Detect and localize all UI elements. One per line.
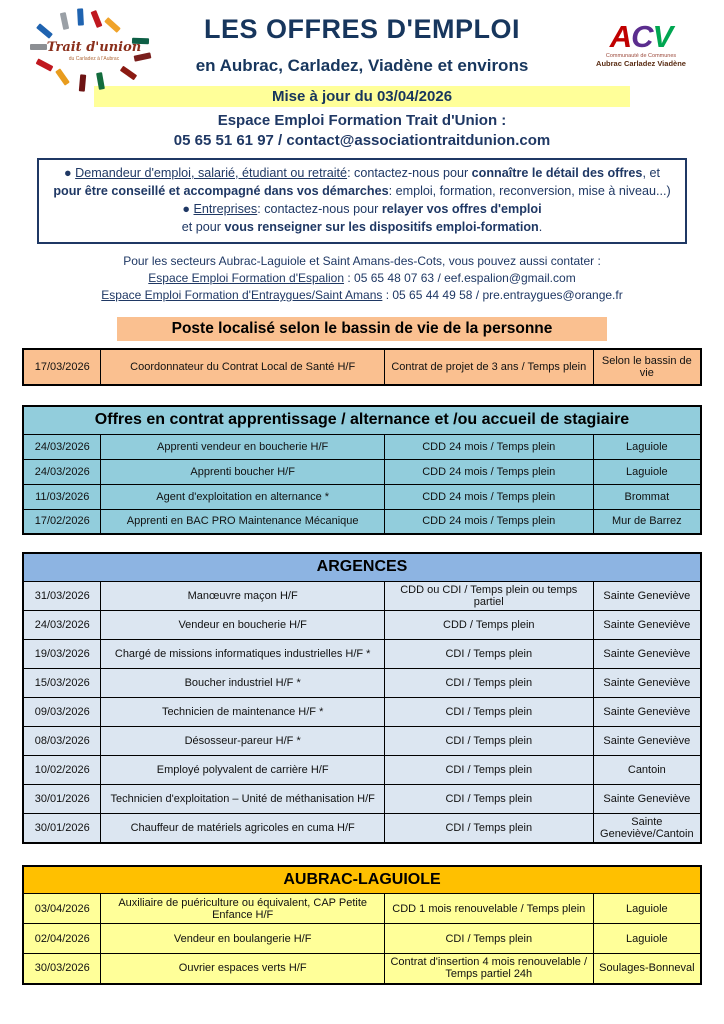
table-row [23,509,701,534]
cell-contract: CDI / Temps plein [384,755,593,784]
table-row [23,581,701,610]
table-aubrac-laguiole [22,865,702,985]
other-sectors-note [0,253,724,304]
info-box-paragraph-3: et pour vous renseigner sur les dispositifs emploi-formation. [181,220,543,234]
cell-job-title: Apprenti vendeur en boucherie H/F [101,434,384,459]
info-audience-1: Demandeur d'emploi, salarié, étudiant ou retraité [75,166,348,180]
cell-location: Laguiole [593,894,701,924]
cell-location: Sainte Geneviève [593,668,701,697]
cell-location: Sainte Geneviève [593,726,701,755]
table-row [23,610,701,639]
cell-job-title: Agent d'exploitation en alternance * [101,484,384,509]
cell-job-title: Chauffeur de matériels agricoles en cuma H/F [101,813,384,843]
cell-contract: CDI / Temps plein [384,726,593,755]
update-date-banner: Mise à jour du 03/04/2026 [94,86,630,107]
cell-contract: CDI / Temps plein [384,668,593,697]
table-row [23,459,701,484]
table-row [23,484,701,509]
cell-contract: CDI / Temps plein [384,924,593,954]
cell-contract: CDD 24 mois / Temps plein [384,484,593,509]
cell-contract: CDD 24 mois / Temps plein [384,509,593,534]
cell-location: Sainte Geneviève [593,784,701,813]
table-poste-localise [22,348,702,386]
cell-job-title: Apprenti en BAC PRO Maintenance Mécanique [101,509,384,534]
info-box-paragraph-1: ● Demandeur d'emploi, salarié, étudiant ou retraité: contactez-nous pour connaître le détail des offres, et pour être conseillé et accompagné dans vos démarches: emploi, formation, reconversion, mise à niveau...) [53,166,671,198]
cell-job-title: Ouvrier espaces verts H/F [101,954,384,984]
cell-job-title: Désosseur-pareur H/F * [101,726,384,755]
cell-date: 19/03/2026 [23,639,101,668]
table-row [23,349,701,385]
cell-job-title: Vendeur en boulangerie H/F [101,924,384,954]
cell-contract: Contrat de projet de 3 ans / Temps plein [384,349,593,385]
cell-job-title: Employé polyvalent de carrière H/F [101,755,384,784]
table-header-aubrac-laguiole: AUBRAC-LAGUIOLE [23,866,701,894]
cell-job-title: Chargé de missions informatiques industrielles H/F * [101,639,384,668]
table-row [23,697,701,726]
cell-location: Sainte Geneviève [593,581,701,610]
info-box-paragraph-2: ● Entreprises: contactez-nous pour relayer vos offres d'emploi [182,202,542,216]
cell-date: 15/03/2026 [23,668,101,697]
contact-name: Espace Emploi Formation Trait d'Union : [217,112,507,129]
info-box [37,158,687,244]
cell-date: 11/03/2026 [23,484,101,509]
page-title: LES OFFRES D'EMPLOI [204,14,520,44]
cell-location: Mur de Barrez [593,509,701,534]
table-apprentissage [22,405,702,535]
contact-phone-email: 05 65 51 61 97 / contact@associationtraitdunion.com [173,132,551,149]
cell-job-title: Technicien de maintenance H/F * [101,697,384,726]
acv-logo [582,19,700,68]
cell-contract: CDD / Temps plein [384,610,593,639]
cell-date: 03/04/2026 [23,894,101,924]
cell-date: 09/03/2026 [23,697,101,726]
cell-date: 17/03/2026 [23,349,101,385]
cell-date: 24/03/2026 [23,434,101,459]
acv-logo-line1: Communauté de Communes [605,53,677,59]
table-row [23,924,701,954]
trait-dunion-logo [28,14,160,96]
cell-date: 17/02/2026 [23,509,101,534]
cell-job-title: Apprenti boucher H/F [101,459,384,484]
table-argences [22,552,702,844]
cell-contract: CDD 24 mois / Temps plein [384,459,593,484]
cell-location: Selon le bassin de vie [593,349,701,385]
cell-location: Soulages-Bonneval [593,954,701,984]
cell-contract: CDI / Temps plein [384,813,593,843]
entraygues-office-name: Espace Emploi Formation d'Entraygues/Saint Amans [101,288,383,302]
table-row [23,434,701,459]
cell-job-title: Manœuvre maçon H/F [101,581,384,610]
cell-contract: CDI / Temps plein [384,697,593,726]
cell-location: Sainte Geneviève [593,639,701,668]
table-row [23,639,701,668]
table-header-apprentissage: Offres en contrat apprentissage / alternance et /ou accueil de stagiaire [23,406,701,434]
cell-date: 08/03/2026 [23,726,101,755]
header [0,0,724,149]
cell-location: Sainte Geneviève [593,697,701,726]
cell-contract: CDD 1 mois renouvelable / Temps plein [384,894,593,924]
table-row [23,726,701,755]
table-header-argences: ARGENCES [23,553,701,581]
table-row [23,813,701,843]
cell-date: 30/01/2026 [23,784,101,813]
trait-dunion-logo-subtext: du Carladez à l'Aubrac [68,56,120,62]
cell-contract: CDD ou CDI / Temps plein ou temps partiel [384,581,593,610]
acv-logo-letters: ACV [609,19,673,54]
cell-job-title: Coordonnateur du Contrat Local de Santé H/F [101,349,384,385]
section-banner-poste-localise: Poste localisé selon le bassin de vie de la personne [117,317,607,341]
info-audience-2: Entreprises [193,202,258,216]
acv-logo-line2: Aubrac Carladez Viadène [596,59,686,68]
cell-location: Cantoin [593,755,701,784]
cell-date: 31/03/2026 [23,581,101,610]
entraygues-contact-line: Espace Emploi Formation d'Entraygues/Saint Amans : 05 65 44 49 58 / pre.entraygues@orange.fr [101,288,623,302]
cell-location: Laguiole [593,434,701,459]
table-row [23,954,701,984]
cell-contract: CDI / Temps plein [384,784,593,813]
espalion-contact-line: Espace Emploi Formation d'Espalion : 05 65 48 07 63 / eef.espalion@gmail.com [148,271,576,285]
trait-dunion-logo-name: Trait d'union [46,40,142,55]
cell-job-title: Auxiliaire de puériculture ou équivalent, CAP Petite Enfance H/F [101,894,384,924]
cell-date: 02/04/2026 [23,924,101,954]
cell-contract: CDI / Temps plein [384,639,593,668]
cell-date: 10/02/2026 [23,755,101,784]
cell-contract: Contrat d'insertion 4 mois renouvelable / Temps partiel 24h [384,954,593,984]
cell-job-title: Technicien d'exploitation – Unité de méthanisation H/F [101,784,384,813]
espalion-office-name: Espace Emploi Formation d'Espalion [148,271,345,285]
table-row [23,784,701,813]
cell-location: Brommat [593,484,701,509]
table-row [23,894,701,924]
cell-date: 24/03/2026 [23,610,101,639]
cell-location: Sainte Geneviève [593,610,701,639]
table-row [23,668,701,697]
cell-date: 30/01/2026 [23,813,101,843]
page-subtitle: en Aubrac, Carladez, Viadène et environs [195,56,529,75]
other-sectors-intro: Pour les secteurs Aubrac-Laguiole et Saint Amans-des-Cots, vous pouvez aussi contater : [123,254,601,268]
cell-contract: CDD 24 mois / Temps plein [384,434,593,459]
cell-job-title: Vendeur en boucherie H/F [101,610,384,639]
cell-location: Laguiole [593,924,701,954]
logo-burst-icon [28,14,160,96]
cell-job-title: Boucher industriel H/F * [101,668,384,697]
cell-date: 24/03/2026 [23,459,101,484]
cell-date: 30/03/2026 [23,954,101,984]
cell-location: Sainte Geneviève/Cantoin [593,813,701,843]
table-row [23,755,701,784]
cell-location: Laguiole [593,459,701,484]
